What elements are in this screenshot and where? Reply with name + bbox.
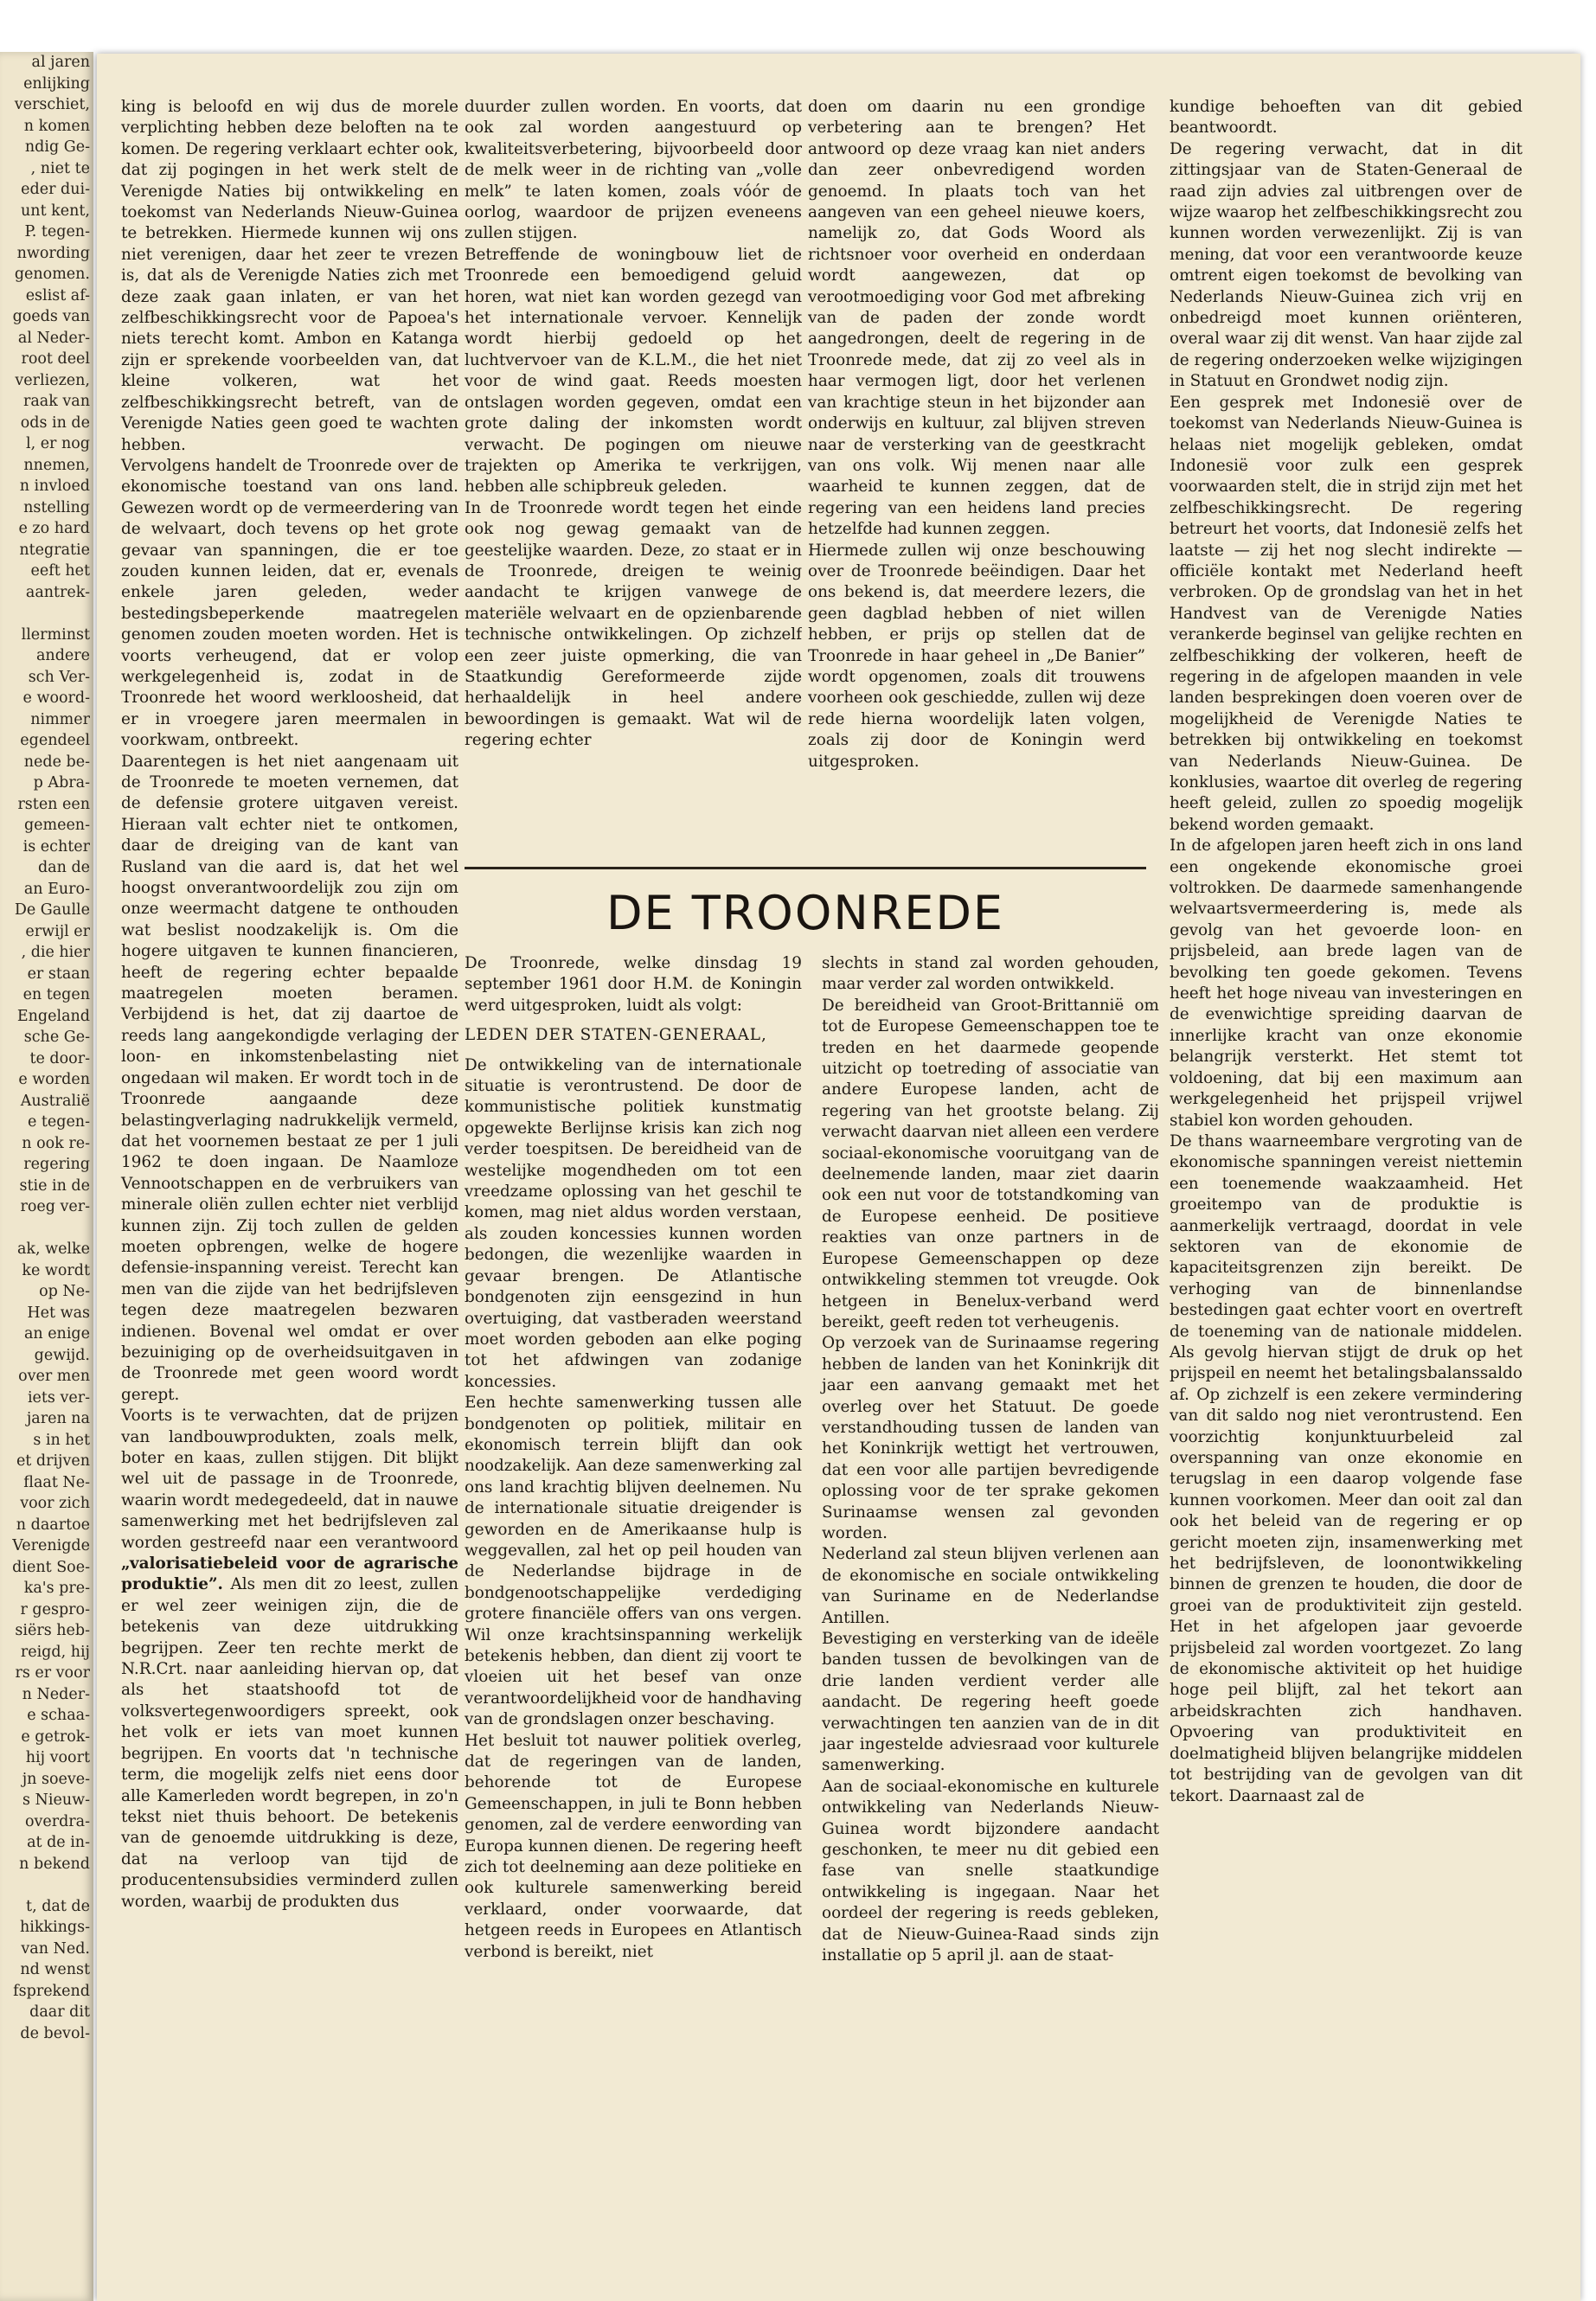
paragraph: duurder zullen worden. En voorts, dat ook zal worden aangestuurd op kwaliteitsverbetering, bijvoorbeeld door de melk weer in de richting van „volle melk” te laten komen, zoals vóór de oorlog, waardoor de prijzen eveneens zullen stijgen.	[465, 98, 802, 243]
strip-line: n ook re-	[22, 1134, 90, 1152]
strip-line: et drijven	[16, 1452, 90, 1470]
paragraph: Nederland zal steun blijven verlenen aan de ekonomische en sociale ontwikkeling van Suriname en de Nederlandse Antillen.	[822, 1545, 1159, 1627]
strip-line: erwijl er	[25, 922, 90, 940]
paragraph: In de Troonrede wordt tegen het einde ook nog gewag gemaakt van de geestelijke waarden. Deze, zo staat er in de Troonrede, dreigen te weinig aandacht te krijgen vanwege de materiële welvaart en de opzienbarende technische ontwikkelingen. Op zichzelf een zeer juiste opmerking, die van Staatkundig Gereformeerde zijde herhaaldelijk in heel andere bewoordingen is gemaakt. Wat wil de regering echter	[465, 498, 802, 750]
paragraph: Hiermede zullen wij onze beschouwing over de Troonrede beëindigen. Daar het ons bekend is, dat meerdere lezers, die geen dagblad hebben of niet willen hebben, er prijs op stellen dat de Troonrede in haar geheel in „De Banier” wordt opgenomen, zoals dit trouwens voorheen ook geschiedde, zullen wij deze rede hierna woordelijk laten volgen, zoals zij door de Koningin werd uitgesproken.	[808, 541, 1145, 771]
article-headline: DE TROONREDE	[606, 886, 1005, 940]
strip-line: ak, welke	[16, 1240, 90, 1258]
strip-line: over men	[18, 1368, 90, 1385]
strip-line: hikkings-	[19, 1919, 90, 1936]
strip-line: an Euro-	[23, 880, 90, 898]
strip-line: dient Soe-	[12, 1558, 90, 1576]
paragraph: king is beloofd en wij dus de morele verplichting hebben deze beloften na te komen. De regering verklaart echter ook, dat zij pogingen in het werk stelt de Verenigde Naties bij ontwikkeling en toekomst van Nederlands Nieuw-Guinea te betrekken. Hiermede kunnen wij ons niet verenigen, daar het zeer te vrezen is, dat als de Verenigde Naties zich met deze zaak gaan inlaten, er van het zelfbeschikkingsrecht voor de Papoea's niets terecht komt. Ambon en Katanga zijn er sprekende voorbeelden van, dat kleine volkeren, wat het zelfbeschikkingsrecht betreft, van de Verenigde Naties geen goed te wachten hebben.	[121, 98, 458, 454]
strip-line: e tegen-	[27, 1113, 90, 1131]
paragraph: De ontwikkeling van de internationale situatie is verontrustend. De door de kommunistische politiek kunstmatig opgewekte Berlijnse krisis kan zich nog verder toespitsen. De bereidheid van de westelijke mogendheden om tot een vreedzame oplossing van het geschil te komen, mag niet aldus worden verstaan, als zouden koncessies kunnen worden bedongen, die wezenlijke waarden in gevaar brengen. De Atlantische bondgenoten zijn eensgezind in hun overtuiging, dat vastberaden weerstand moet worden geboden aan elke poging tot het afdwingen van zodanige koncessies.	[465, 1055, 802, 1391]
column-5	[465, 953, 802, 1963]
strip-line: goeds van	[12, 308, 90, 325]
strip-line: iets ver-	[27, 1388, 90, 1407]
strip-line: De Gaulle	[14, 901, 90, 919]
paragraph: Vervolgens handelt de Troonrede over de ekonomische toestand van ons land. Gewezen wordt op de vermeerdering van de welvaart, doch tevens op het grote gevaar van spanningen, die er toe zouden kunnen leiden, dat er, evenals enkele jaren geleden, weder bestedingsbeperkende maatregelen genomen zouden moeten worden. Het is voorts verheugend, dat er volop werkgelegenheid is, zodat in de Troonrede het woord werkloosheid, dat er in vroegere jaren meermalen in voorkwam, ontbreekt.	[121, 456, 458, 750]
strip-line: stie in de	[19, 1176, 90, 1195]
paragraph: De bereidheid van Groot-Brittannië om tot de Europese Gemeenschappen toe te treden en het daarmede geopende uitzicht op toetreding of associatie van andere Europese landen, acht de regering van het grootste belang. Zij verwacht daarvan niet alleen een verdere sociaal-ekonomische vooruitgang van de deelnemende landen, maar ziet daarin ook een nut voor de totstandkoming van de Europese eenheid. De positieve reakties van onze partners in de Europese Gemeenschappen op deze ontwikkeling stemmen tot vreugde. Ook hetgeen in Benelux-verband werd bereikt, geeft reden tot verheugenis.	[822, 996, 1159, 1331]
strip-line: al jaren	[31, 54, 90, 71]
strip-line: r gespro-	[20, 1600, 90, 1618]
text: Voorts is te verwachten, dat de prijzen van landbouwprodukten, zoals melk, boter en kaas, zullen stijgen. Dit blijkt wel uit de passage in de Troonrede, waarin wordt medegedeeld, dat in nauwe samenwerking met het bedrijfsleven zal worden gestreefd naar een verantwoord	[121, 1407, 458, 1552]
strip-line: genomen.	[14, 266, 90, 283]
strip-line: n komen	[23, 117, 90, 135]
strip-line: eeft het	[30, 562, 90, 580]
strip-line: e zo hard	[18, 520, 90, 537]
strip-line: enlijking	[23, 74, 90, 93]
strip-line: nd wenst	[20, 1961, 90, 1978]
strip-line: , niet te	[30, 159, 90, 177]
strip-line: Engeland	[16, 1007, 90, 1025]
strip-line: s Nieuw-	[22, 1791, 90, 1809]
strip-line	[0, 1218, 93, 1240]
strip-line: dan de	[37, 859, 90, 876]
strip-line: en tegen	[22, 986, 90, 1003]
paragraph: De regering verwacht, dat in dit zittingsjaar van de Staten-Generaal de raad zijn advies zal uitbrengen over de wijze waarop het zelfbeschikkingsrecht zou kunnen worden verwezenlijkt. Zij is van mening, dat voor een verantwoorde keuze omtrent eigen toekomst de bevolking van Nederlands Nieuw-Guinea zich vrij en onbedreigd moet kunnen oriënteren, overal waar zij dit wenst. Van haar zijde zal de regering onderzoeken welke wijzigingen in Statuut en Grondwet nodig zijn.	[1170, 139, 1522, 391]
salutation: LEDEN DER STATEN-GENERAAL,	[465, 1026, 767, 1045]
strip-line: ka's pre-	[23, 1580, 90, 1597]
strip-line: e getrok-	[21, 1727, 90, 1746]
strip-line: aantrek-	[25, 583, 90, 601]
strip-line: sch Ver-	[28, 668, 90, 686]
paragraph: Bevestiging en versterking van de ideële banden tussen de bevolkingen van de drie landen verdient verder alle aandacht. De regering heeft goede verwachtingen ten aanzien van de in dit jaar ingestelde adviesraad voor kulturele samenwerking.	[822, 1630, 1159, 1775]
strip-line: verliezen,	[15, 371, 90, 389]
strip-line: ke wordt	[22, 1261, 90, 1279]
strip-line: , die hier	[21, 944, 90, 961]
strip-line: n invloed	[19, 478, 90, 495]
strip-line: er staan	[27, 965, 90, 983]
strip-line: siërs heb-	[15, 1622, 90, 1639]
paragraph: Het besluit tot nauwer politiek overleg, dat de regeringen van de landen, behorende tot de Europese Gemeenschappen, in juli te Bonn hebben genomen, zal de verdere eenwording van Europa kunnen dienen. De regering heeft zich tot deelneming aan deze politieke en ook kulturele samenwerking bereid verklaard, onder voorwaarde, dat hetgeen reeds in Europees en Atlantisch verbond is bereikt, niet	[465, 1731, 802, 1961]
strip-line	[0, 603, 93, 625]
strip-line: al Neder-	[17, 329, 90, 347]
paragraph: Betreffende de woningbouw liet de Troonrede een bemoedigend geluid horen, wat niet kan worden gezegd van het internationale vervoer. Kennelijk wordt hierbij gedoeld op het luchtvervoer van de K.L.M., die het niet voor de wind gaat. Reeds moesten ontslagen worden gegeven, omdat een grote daling der inkomsten wordt verwacht. De pogingen om nieuwe trajekten op Amerika te verkrijgen, hebben alle schipbreuk geleden.	[465, 245, 802, 497]
strip-line: flaat Ne-	[23, 1473, 90, 1491]
paragraph: Een hechte samenwerking tussen alle bondgenoten op politiek, militair en ekonomisch terrein blijft dan ook noodzakelijk. Aan deze samenwerking zal ons land krachtig blijven deelnemen. Nu de internationale situatie dreigender is geworden en de Amerikaanse hulp is weggevallen, zal het op peil houden van de Nederlandse bijdrage in de bondgenootschappelijke verdediging grotere financiële offers van ons vergen. Wil onze krachtsinspanning werkelijk betekenis hebben, dan dient zij voort te vloeien uit het besef van onze verantwoordelijkheid voor de handhaving van de grondslagen onzer beschaving.	[465, 1394, 802, 1729]
paragraph: Op verzoek van de Surinaamse regering hebben de landen van het Koninkrijk dit jaar een aanvang gemaakt met het overleg over het Statuut. De goede verstandhouding tussen de landen van het Koninkrijk wettigt het vertrouwen, dat een voor alle partijen bevredigende oplossing voor de ter sprake gekomen Surinaamse wensen zal gevonden worden.	[822, 1334, 1159, 1542]
strip-line: Australië	[20, 1092, 90, 1110]
strip-line: nede be-	[23, 753, 90, 771]
strip-line: p Abra-	[33, 774, 90, 792]
column-3	[808, 97, 1145, 858]
paragraph: Een gesprek met Indonesië over de toekomst van Nederlands Nieuw-Guinea is helaas niet mogelijk gebleken, omdat Indonesië voor zulk een gesprek voorwaarden stelt, die in strijd zijn met het zelfbeschikkingsrecht. De regering betreurt het voorts, dat Indonesië zelfs het laatste — zij het nog slecht indirekte — officiële kontakt met Nederland heeft verbroken. Op de grondslag van het in het Handvest van de Verenigde Naties verankerde beginsel van gelijke rechten en zelfbeschikking der volkeren, heeft de regering in de afgelopen maanden in vele landen besprekingen doen voeren over de mogelijkheid de Verenigde Naties te betrekken bij ontwikkeling en toekomst van Nederlands Nieuw-Guinea. De konklusies, waartoe dit overleg de regering heeft geleid, zullen zo spoedig mogelijk bekend worden gemaakt.	[1170, 393, 1522, 834]
strip-line: nstelling	[23, 498, 90, 516]
column-6	[822, 953, 1159, 1967]
strip-line: e worden	[18, 1071, 90, 1088]
column-2	[465, 97, 802, 858]
text: Zeer ten rechte merkt de N.R.Crt. naar aanleiding hiervan op, dat als het staatshoofd tot de volksvertegenwoordigers spreekt, ook het volk er iets van moet kunnen begrijpen. En voorts dat 'n technische term, die mogelijk zelfs niet eens door alle Kamerleden wordt begrepen, in zo'n tekst niet thuis behoort. De betekenis van de genoemde uitdrukking is deze, dat na verloop van tijd de producentensubsidies verminderd zullen worden, waarbij de produkten dus	[121, 1638, 458, 1911]
strip-line: fsprekend	[13, 1982, 90, 2000]
strip-line: n daartoe	[16, 1516, 90, 1534]
strip-line: verschiet,	[14, 96, 90, 113]
strip-line: van Ned.	[21, 1939, 90, 1958]
strip-line: at de in-	[27, 1834, 90, 1851]
section-divider	[465, 867, 1146, 869]
strip-line: ndig Ge-	[24, 138, 90, 156]
strip-line: Het was	[27, 1304, 90, 1322]
strip-line: nnemen,	[23, 456, 90, 474]
strip-line: jaren na	[26, 1410, 90, 1427]
strip-line: ntegratie	[19, 541, 90, 559]
paragraph: De thans waarneembare vergroting van de ekonomische spanningen vereist niettemin een toenemende waakzaamheid. Het groeitempo van de produktie is aanmerkelijk vertraagd, doordat in vele sektoren van de ekonomie de kapaciteitsgrenzen zijn bereikt. De verhoging van de binnenlandse bestedingen gaat echter voort en overtreft de toeneming van de nationale middelen. Als gevolg hiervan stijgt de druk op het prijspeil en neemt het betalingsbalanssaldo af. Op zichzelf is een zekere vermindering van dit saldo nog niet verontrustend. Een voorzichtig konjunktuurbeleid zal overspanning van onze ekonomie en terugslag in een daarop volgende fase kunnen voorkomen. Meer dan ooit zal dan ook het beleid van de regering er op gericht moeten zijn, insamenwerking met het bedrijfsleven, de loonontwikkeling binnen de grenzen te houden, die door de groei van de produktiviteit zijn gesteld. Het in het afgelopen jaar gevoerde prijsbeleid zal worden voortgezet. Zo lang de ekonomische aktiviteit op het huidige hoge peil blijft, zal het tekort aan arbeidskrachten zich handhaven. Opvoering van produktiviteit en doelmatigheid blijven belangrijke middelen tot bestrijding van de gevolgen van dit tekort. Daarnaast zal de	[1170, 1131, 1522, 1805]
strip-line: andere	[36, 647, 90, 664]
strip-line: rsten een	[17, 795, 90, 813]
strip-line: op Ne-	[39, 1283, 90, 1300]
strip-line: gewijd.	[34, 1346, 90, 1364]
paragraph: Aan de sociaal-ekonomische en kulturele ontwikkeling van Nederlands Nieuw-Guinea wordt bijzondere aandacht geschonken, te meer nu dit gebied een fase van snelle staatkundige ontwikkeling is ingegaan. Naar het oordeel der regering is reeds gebleken, dat de Nieuw-Guinea-Raad sinds zijn installatie op 5 april jl. aan de staat-	[822, 1777, 1159, 1965]
strip-line: te door-	[29, 1049, 90, 1067]
column-4	[1170, 97, 1522, 1807]
strip-line: Verenigde	[12, 1537, 90, 1554]
paragraph: doen om daarin nu een grondige verbetering aan te brengen? Het antwoord op deze vraag kan niet anders dan zeer onbevredigend worden genoemd. In plaats toch van het aangeven van een geheel nieuwe koers, namelijk zo, dat Gods Woord als richtsnoer voor overheid en onderdaan wordt aangewezen, dat op verootmoediging voor God met afbreking van de paden der zonde wordt aangedrongen, deelt de regering in de Troonrede mede, dat zij zo veel als in haar vermogen ligt, door het verlenen van krachtige steun in het bijzonder aan onderwijs en kultuur, zal blijven streven naar de versterking van de geestkracht van ons volk. Wij menen naar alle waarheid te kunnen zeggen, dat de regering van een heidens land precies hetzelfde had kunnen zeggen.	[808, 98, 1145, 539]
strip-line: e woord-	[22, 689, 90, 707]
strip-line: e schaa-	[27, 1707, 90, 1724]
strip-line: s in het	[33, 1431, 90, 1449]
paragraph: De Troonrede, welke dinsdag 19 september 1961 door H.M. de Koningin werd uitgesproken, luidt als volgt:	[465, 954, 802, 1015]
strip-line: root deel	[21, 350, 90, 368]
paragraph: kundige behoeften van dit gebied beantwoordt.	[1170, 98, 1522, 138]
strip-line: hij voort	[25, 1749, 90, 1766]
strip-line: llerminst	[21, 625, 90, 644]
paragraph: slechts in stand zal worden gehouden, maar verder zal worden ontwikkeld.	[822, 954, 1159, 994]
strip-line: n Neder-	[22, 1685, 90, 1703]
strip-line: is echter	[22, 837, 90, 856]
strip-line	[0, 1875, 93, 1896]
strip-line: nimmer	[30, 710, 90, 728]
strip-line: eslist af-	[25, 286, 90, 304]
strip-line: sche Ge-	[23, 1029, 90, 1046]
text: Als men dit zo leest, zullen er wel zeer weinigen zijn, die de betekenis van deze uitdrukking begrijpen.	[121, 1575, 458, 1657]
strip-line: n bekend	[19, 1855, 90, 1873]
strip-line: overdra-	[24, 1812, 90, 1830]
strip-line: voor zich	[20, 1495, 90, 1512]
strip-line: unt kent,	[21, 202, 90, 220]
strip-line: P. tegen-	[24, 223, 90, 240]
strip-line: l, er nog	[25, 435, 90, 452]
strip-line: jn soeve-	[22, 1770, 90, 1788]
newspaper-sheet	[97, 54, 1580, 2301]
paragraph: In de afgelopen jaren heeft zich in ons land een ongekende ekonomische groei voltrokken. De daarmede samenhangende welvaartsvermeerdering is, mede als gevolg van het gevoerde loon- en prijsbeleid, aan brede lagen van de bevolking ten goede gekomen. Tevens heeft het hoge niveau van investeringen en de evenwichtige spreiding daarvan de innerlijke kracht van onze ekonomie belangrijk versterkt. Het stemt tot voldoening, dat bij een maximum aan werkgelegenheid het prijspeil vrijwel stabiel kon worden gehouden.	[1170, 836, 1522, 1130]
strip-line: roeg ver-	[20, 1198, 90, 1215]
strip-line: nwording	[16, 244, 90, 262]
strip-line: an enige	[23, 1325, 90, 1343]
strip-line: reigd, hij	[20, 1643, 90, 1661]
strip-line: raak van	[23, 393, 90, 410]
paragraph: Daarentegen is het niet aangenaam uit de Troonrede te moeten vernemen, dat de defensie grotere uitgaven vereist. Hieraan valt echter niet te ontkomen, daar de dreiging van de kant van Rusland van die aard is, dat het wel hoogst onverantwoordelijk zou zijn om onze weermacht datgene te onthouden wat beslist noodzakelijk is. Om die hogere uitgaven te kunnen financieren, heeft de regering echter bepaalde maatregelen moeten beramen. Verbijdend is het, dat zij daartoe de reeds lang aangekondigde verlaging der loon- en inkomstenbelasting niet ongedaan wil maken. Er wordt toch in de Troonrede aangaande deze belastingverlaging nadrukkelijk vermeld, dat het voornemen bestaat ze per 1 juli 1962 te doen ingaan. De Naamloze Vennootschappen en de verbruikers van minerale oliën zullen echter niet verblijd kunnen zijn. Zij toch zullen de gelden moeten opbrengen, welke de hogere defensie-inspanning vereist. Terecht kan men van die zijde van het bedrijfsleven tegen deze maatregelen bezwaren indienen. Bovenal wel omdat er over bezuiniging op de overheidsuitgaven in de Troonrede met geen woord wordt gerept.	[121, 752, 458, 1404]
column-1	[121, 97, 458, 1913]
paragraph	[121, 1406, 458, 1913]
strip-line: eder dui-	[21, 181, 90, 198]
strip-line: egendeel	[20, 732, 90, 749]
strip-line: rs er voor	[15, 1664, 90, 1682]
strip-line: regering	[23, 1156, 90, 1173]
bold-term: „valorisatiebeleid voor de agrarische produktie”.	[121, 1554, 458, 1594]
strip-line: gemeen-	[23, 817, 90, 834]
previous-page-strip	[0, 52, 93, 2301]
strip-line: ods in de	[20, 413, 90, 432]
strip-line: t, dat de	[26, 1897, 90, 1915]
strip-line: daar dit	[29, 2003, 90, 2021]
strip-line: de bevol-	[20, 2024, 90, 2042]
